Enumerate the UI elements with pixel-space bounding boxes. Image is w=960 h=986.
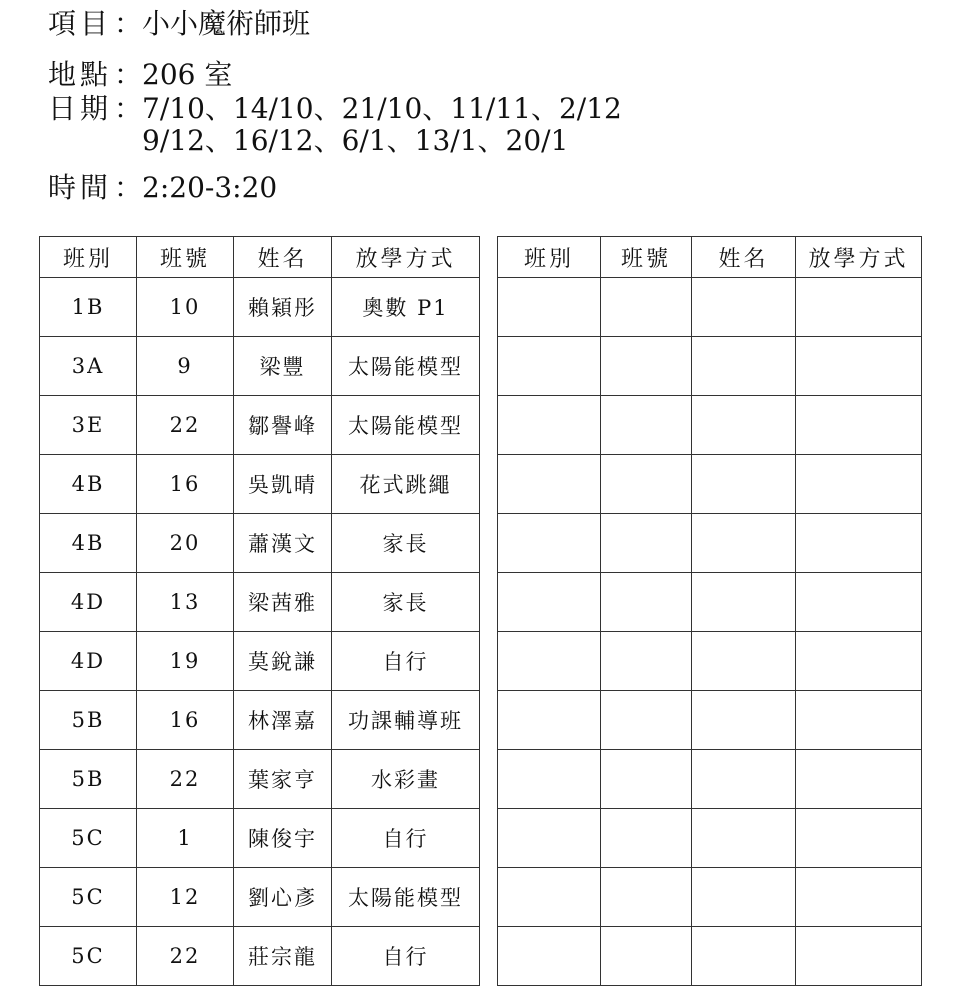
empty-cell — [498, 868, 601, 927]
cell-class: 5B — [40, 750, 137, 809]
empty-cell — [692, 868, 796, 927]
empty-cell — [692, 514, 796, 573]
table-row — [40, 337, 480, 396]
empty-cell — [796, 514, 922, 573]
cell-dismissal: 花式跳繩 — [332, 455, 480, 514]
cell-dismissal: 太陽能模型 — [332, 396, 480, 455]
project-value: 小小魔術師班 — [142, 7, 311, 40]
empty-cell — [796, 927, 922, 986]
table-row — [40, 573, 480, 632]
empty-cell — [498, 455, 601, 514]
empty-cell — [498, 573, 601, 632]
table-row — [40, 927, 480, 986]
cell-class: 4B — [40, 514, 137, 573]
empty-cell — [601, 691, 692, 750]
cell-class: 1B — [40, 278, 137, 337]
empty-row — [498, 809, 922, 868]
location-value: 206 室 — [142, 58, 233, 91]
empty-cell — [498, 337, 601, 396]
empty-cell — [601, 514, 692, 573]
cell-name: 莫銳謙 — [234, 632, 332, 691]
header-class: 班別 — [498, 237, 601, 278]
cell-class: 4B — [40, 455, 137, 514]
empty-row — [498, 868, 922, 927]
cell-number: 1 — [137, 809, 234, 868]
cell-class: 5C — [40, 809, 137, 868]
cell-number: 22 — [137, 396, 234, 455]
cell-name: 鄒譽峰 — [234, 396, 332, 455]
empty-cell — [692, 750, 796, 809]
table-row — [40, 809, 480, 868]
info-time — [48, 172, 277, 204]
cell-dismissal: 自行 — [332, 927, 480, 986]
cell-number: 13 — [137, 573, 234, 632]
location-label: 地點 — [48, 58, 113, 91]
cell-number: 22 — [137, 927, 234, 986]
cell-number: 16 — [137, 691, 234, 750]
empty-cell — [692, 278, 796, 337]
cell-class: 5C — [40, 868, 137, 927]
header-row-right — [498, 237, 922, 278]
empty-cell — [498, 691, 601, 750]
empty-cell — [796, 455, 922, 514]
cell-name: 賴穎彤 — [234, 278, 332, 337]
empty-cell — [796, 691, 922, 750]
table-row — [40, 278, 480, 337]
empty-cell — [796, 750, 922, 809]
header-row-left — [40, 237, 480, 278]
empty-cell — [601, 455, 692, 514]
empty-cell — [692, 927, 796, 986]
empty-cell — [601, 573, 692, 632]
cell-number: 20 — [137, 514, 234, 573]
empty-row — [498, 573, 922, 632]
cell-number: 12 — [137, 868, 234, 927]
empty-cell — [692, 632, 796, 691]
cell-name: 劉心彥 — [234, 868, 332, 927]
empty-cell — [601, 868, 692, 927]
roster-table-right — [497, 236, 922, 986]
empty-cell — [692, 809, 796, 868]
cell-class: 4D — [40, 573, 137, 632]
empty-cell — [692, 455, 796, 514]
roster-table-left — [39, 236, 480, 986]
empty-row — [498, 927, 922, 986]
dates-line2: 9/12、16/12、6/1、13/1、20/1 — [142, 124, 569, 157]
empty-cell — [601, 809, 692, 868]
cell-number: 9 — [137, 337, 234, 396]
cell-dismissal: 奧數 P1 — [332, 278, 480, 337]
empty-cell — [796, 396, 922, 455]
empty-cell — [498, 632, 601, 691]
empty-cell — [692, 396, 796, 455]
info-dates — [48, 93, 622, 125]
empty-cell — [692, 573, 796, 632]
info-project — [48, 8, 310, 40]
empty-row — [498, 455, 922, 514]
empty-row — [498, 691, 922, 750]
cell-number: 22 — [137, 750, 234, 809]
empty-cell — [601, 396, 692, 455]
header-dismissal: 放學方式 — [796, 237, 922, 278]
empty-row — [498, 514, 922, 573]
empty-row — [498, 337, 922, 396]
cell-dismissal: 自行 — [332, 632, 480, 691]
empty-cell — [692, 337, 796, 396]
cell-name: 葉家亨 — [234, 750, 332, 809]
empty-cell — [796, 632, 922, 691]
cell-dismissal: 水彩畫 — [332, 750, 480, 809]
table-row — [40, 691, 480, 750]
cell-name: 林澤嘉 — [234, 691, 332, 750]
empty-row — [498, 396, 922, 455]
table-row — [40, 750, 480, 809]
time-value: 2:20-3:20 — [142, 171, 278, 204]
empty-cell — [796, 573, 922, 632]
empty-cell — [498, 809, 601, 868]
cell-name: 陳俊宇 — [234, 809, 332, 868]
cell-dismissal: 太陽能模型 — [332, 337, 480, 396]
info-location — [48, 59, 232, 91]
empty-cell — [601, 927, 692, 986]
cell-dismissal: 太陽能模型 — [332, 868, 480, 927]
cell-dismissal: 家長 — [332, 514, 480, 573]
empty-cell — [601, 750, 692, 809]
dates-line1: 7/10、14/10、21/10、11/11、2/12 — [142, 92, 622, 125]
cell-name: 吳凱晴 — [234, 455, 332, 514]
empty-cell — [498, 927, 601, 986]
project-colon: ： — [114, 7, 143, 40]
cell-class: 3E — [40, 396, 137, 455]
empty-cell — [498, 396, 601, 455]
table-row — [40, 455, 480, 514]
empty-cell — [796, 278, 922, 337]
table-row — [40, 514, 480, 573]
cell-number: 19 — [137, 632, 234, 691]
header-number: 班號 — [137, 237, 234, 278]
project-label: 項目 — [48, 7, 113, 40]
cell-class: 5C — [40, 927, 137, 986]
empty-cell — [498, 278, 601, 337]
cell-number: 10 — [137, 278, 234, 337]
time-colon: ： — [114, 171, 143, 204]
table-row — [40, 868, 480, 927]
cell-name: 梁茜雅 — [234, 573, 332, 632]
cell-class: 4D — [40, 632, 137, 691]
empty-row — [498, 632, 922, 691]
dates-label: 日期 — [48, 92, 113, 125]
cell-dismissal: 自行 — [332, 809, 480, 868]
header-name: 姓名 — [234, 237, 332, 278]
empty-cell — [498, 750, 601, 809]
empty-cell — [796, 809, 922, 868]
header-dismissal: 放學方式 — [332, 237, 480, 278]
empty-cell — [601, 337, 692, 396]
cell-dismissal: 家長 — [332, 573, 480, 632]
cell-name: 蕭漢文 — [234, 514, 332, 573]
cell-dismissal: 功課輔導班 — [332, 691, 480, 750]
header-number: 班號 — [601, 237, 692, 278]
cell-class: 5B — [40, 691, 137, 750]
header-name: 姓名 — [692, 237, 796, 278]
empty-cell — [796, 337, 922, 396]
empty-cell — [796, 868, 922, 927]
empty-cell — [692, 691, 796, 750]
time-label: 時間 — [48, 171, 113, 204]
cell-number: 16 — [137, 455, 234, 514]
empty-cell — [601, 278, 692, 337]
header-class: 班別 — [40, 237, 137, 278]
dates-colon: ： — [114, 92, 143, 125]
table-row — [40, 632, 480, 691]
table-row — [40, 396, 480, 455]
cell-name: 莊宗龍 — [234, 927, 332, 986]
location-colon: ： — [114, 58, 143, 91]
empty-cell — [601, 632, 692, 691]
cell-class: 3A — [40, 337, 137, 396]
empty-cell — [498, 514, 601, 573]
cell-name: 梁豐 — [234, 337, 332, 396]
empty-row — [498, 750, 922, 809]
empty-row — [498, 278, 922, 337]
